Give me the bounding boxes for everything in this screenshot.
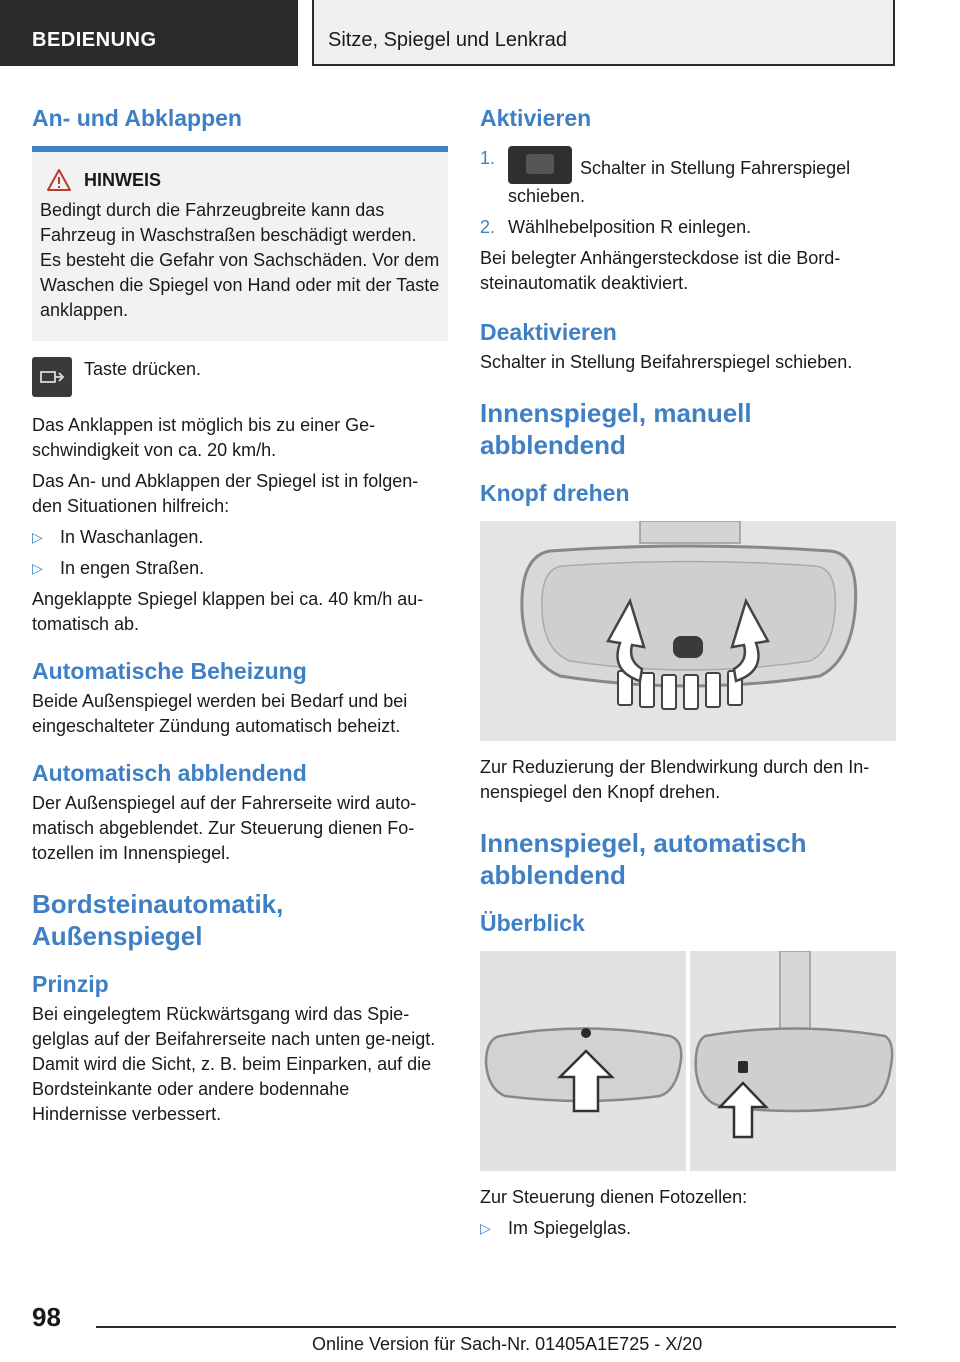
text-aktivieren-hint: Bei belegter Anhängersteckdose ist die Bord-steinautomatik deaktiviert. — [480, 248, 841, 293]
triangle-bullet-icon: ▷ — [32, 560, 43, 576]
section-label: BEDIENUNG — [32, 29, 157, 51]
text-abblendend: Der Außenspiegel auf der Fahrerseite wird auto-matisch abgeblendet. Zur Steuerung dienen Fo-tozellen im Innenspiegel. — [32, 793, 417, 863]
notice-title: HINWEIS — [84, 169, 162, 190]
text-auto-unfold: Angeklappte Spiegel klappen bei ca. 40 km/h au-tomatisch ab. — [32, 589, 424, 634]
mirror-knob-illustration — [480, 521, 896, 741]
chapter-tab — [312, 0, 895, 66]
mirror-photocell-image-left — [480, 951, 686, 1171]
warning-icon — [46, 168, 72, 192]
text-knopf: Zur Reduzierung der Blendwirkung durch den In-nenspiegel den Knopf drehen. — [480, 757, 870, 802]
photocell-illustrations — [480, 951, 896, 1171]
heading-automatisch: Innenspiegel, automatisch abblendend — [480, 828, 807, 890]
text-speed-limit: Das Anklappen ist möglich bis zu einer Ge-schwindigkeit von ca. 20 km/h. — [32, 415, 376, 460]
taste-text: Taste drücken. — [84, 359, 202, 379]
page-footer — [0, 1290, 960, 1362]
footer-divider — [96, 1326, 896, 1328]
heading-aktivieren: Aktivieren — [480, 105, 592, 131]
mirror-switch-icon — [508, 146, 572, 184]
text-prinzip: Bei eingelegtem Rückwärtsgang wird das Spie-gelglas auf der Beifahrerseite nach unten ge-neigt. Damit wird die Sicht, z. B. beim Einparken, auf die Bordsteinkante oder andere bodennahe Hindernisse verbessert. — [32, 1004, 436, 1124]
page-header — [0, 0, 960, 66]
footer-version-text: Online Version für Sach-Nr. 01405A1E725 - X/20 — [312, 1334, 703, 1354]
heading-ueberblick: Überblick — [480, 910, 585, 936]
list-item: 1. Schalter in Stellung Fahrerspiegel schieben. — [480, 148, 851, 206]
page-number: 98 — [32, 1302, 61, 1332]
list-item: ▷ Im Spiegelglas. — [480, 1216, 896, 1241]
text-deaktivieren: Schalter in Stellung Beifahrerspiegel schieben. — [480, 352, 853, 372]
left-column — [32, 100, 448, 1127]
triangle-bullet-icon: ▷ — [480, 1220, 491, 1236]
mirror-fold-button-icon — [32, 357, 72, 397]
triangle-bullet-icon: ▷ — [32, 529, 43, 545]
heading-manuell: Innenspiegel, manuell abblendend — [480, 398, 752, 460]
section-tab — [0, 0, 298, 66]
text-beheizung: Beide Außenspiegel werden bei Bedarf und bei eingeschalteter Zündung automatisch beheizt. — [32, 691, 408, 736]
right-column — [480, 100, 896, 1241]
chapter-label: Sitze, Spiegel und Lenkrad — [328, 29, 568, 51]
list-item: ▷ In engen Straßen. — [32, 556, 448, 581]
notice-text: Bedingt durch die Fahrzeugbreite kann das Fahrzeug in Waschstraßen beschädigt werden. Es besteht die Gefahr von Sachschäden. Vor dem Waschen die Spiegel von Hand oder mit der Taste anklappen. — [40, 200, 440, 320]
notice-box — [32, 146, 448, 341]
list-item: ▷ In Waschanlagen. — [32, 525, 448, 550]
heading-bordstein: Bordsteinautomatik, Außenspiegel — [32, 889, 284, 951]
heading-beheizung: Automatische Beheizung — [32, 658, 307, 684]
heading-anklappen: An- und Abklappen — [32, 105, 242, 131]
mirror-photocell-image-right — [690, 951, 896, 1171]
text-steuerung: Zur Steuerung dienen Fotozellen: — [480, 1187, 748, 1207]
text-situations: Das An- und Abklappen der Spiegel ist in folgen-den Situationen hilfreich: — [32, 471, 419, 516]
heading-knopf: Knopf drehen — [480, 480, 630, 506]
list-item: 2. Wählhebelposition R einlegen. — [480, 217, 752, 237]
heading-prinzip: Prinzip — [32, 971, 109, 997]
heading-abblendend: Automatisch abblendend — [32, 760, 307, 786]
heading-deaktivieren: Deaktivieren — [480, 319, 617, 345]
